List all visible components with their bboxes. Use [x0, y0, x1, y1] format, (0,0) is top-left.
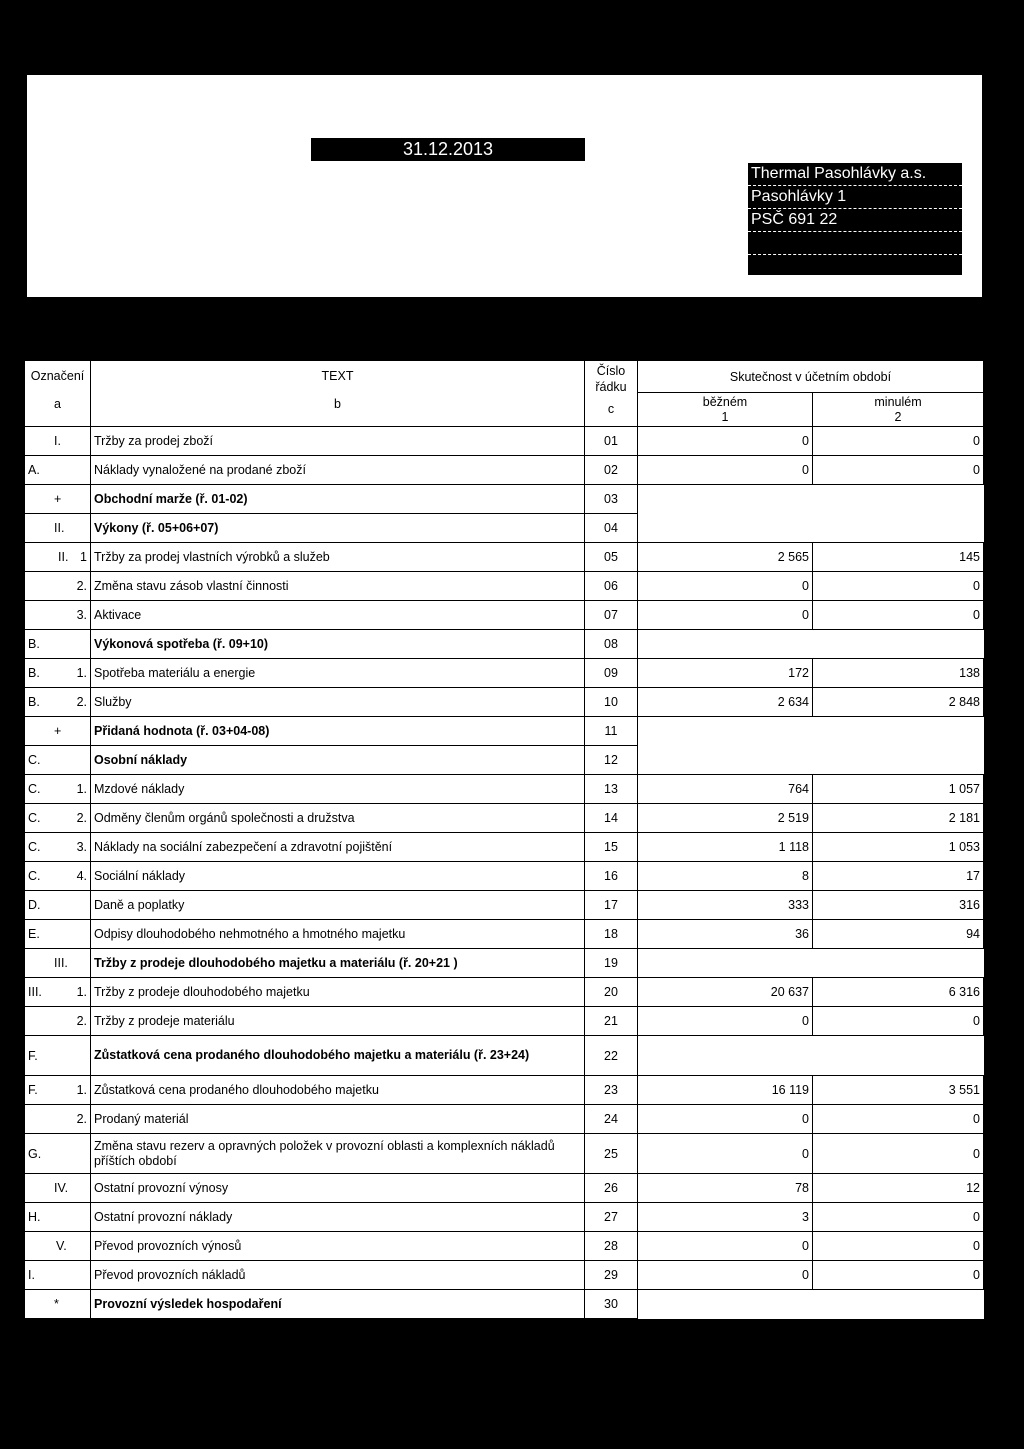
row-value-previous: 0	[813, 572, 984, 601]
row-text: Změna stavu rezerv a opravných položek v provozní oblasti a komplexních nákladů příštích období	[91, 1134, 585, 1174]
row-number: 27	[585, 1203, 638, 1232]
row-number: 03	[585, 485, 638, 514]
row-oznaceni: F. 1.	[25, 1076, 91, 1105]
table-row	[25, 862, 984, 891]
row-number: 26	[585, 1174, 638, 1203]
row-oznaceni: +	[25, 485, 91, 514]
row-oznaceni: II. 1	[25, 543, 91, 572]
table-row	[25, 804, 984, 833]
row-text: Převod provozních výnosů	[91, 1232, 585, 1261]
table-row	[25, 1007, 984, 1036]
col-header-cislo: Číslo řádku c	[585, 361, 638, 427]
row-oznaceni: C. 4.	[25, 862, 91, 891]
row-text: Výkonová spotřeba (ř. 09+10)	[91, 630, 585, 659]
row-oznaceni: +	[25, 717, 91, 746]
table-row	[25, 427, 984, 456]
company-name: Thermal Pasohlávky a.s.	[748, 163, 962, 186]
table-row	[25, 746, 984, 775]
row-text: Tržby z prodeje dlouhodobého majetku	[91, 978, 585, 1007]
row-value-previous: 0	[813, 1261, 984, 1290]
row-value-current: 2 565	[638, 543, 813, 572]
row-text: Náklady vynaložené na prodané zboží	[91, 456, 585, 485]
company-address-box	[748, 163, 962, 275]
table-row	[25, 514, 984, 543]
table-row	[25, 1203, 984, 1232]
row-value-current: 2 519	[638, 804, 813, 833]
row-number: 05	[585, 543, 638, 572]
row-oznaceni: I.	[25, 1261, 91, 1290]
row-oznaceni: C. 3.	[25, 833, 91, 862]
table-row	[25, 1076, 984, 1105]
row-text: Zůstatková cena prodaného dlouhodobého majetku a materiálu (ř. 23+24)	[91, 1036, 585, 1076]
row-number: 16	[585, 862, 638, 891]
row-text: Přidaná hodnota (ř. 03+04-08)	[91, 717, 585, 746]
row-number: 29	[585, 1261, 638, 1290]
row-number: 07	[585, 601, 638, 630]
company-postcode: PSČ 691 22	[748, 209, 962, 232]
table-row	[25, 659, 984, 688]
row-text: Zůstatková cena prodaného dlouhodobého majetku	[91, 1076, 585, 1105]
col-header-oznaceni: Označení a	[25, 361, 91, 427]
row-oznaceni: B. 1.	[25, 659, 91, 688]
row-value-current: 172	[638, 659, 813, 688]
row-value-current: 16 119	[638, 1076, 813, 1105]
report-date: 31.12.2013	[311, 138, 585, 161]
row-oznaceni: 2.	[25, 1105, 91, 1134]
row-text: Tržby z prodeje dlouhodobého majetku a materiálu (ř. 20+21 )	[91, 949, 585, 978]
table-row	[25, 978, 984, 1007]
row-text: Sociální náklady	[91, 862, 585, 891]
row-text: Náklady na sociální zabezpečení a zdravotní pojištění	[91, 833, 585, 862]
row-values-empty	[638, 485, 984, 514]
table-row	[25, 601, 984, 630]
row-value-current: 1 118	[638, 833, 813, 862]
row-value-current: 8	[638, 862, 813, 891]
col-header-bezne: běžném 1	[638, 393, 813, 427]
table-row	[25, 572, 984, 601]
row-value-current: 764	[638, 775, 813, 804]
table-row	[25, 920, 984, 949]
row-number: 08	[585, 630, 638, 659]
row-number: 23	[585, 1076, 638, 1105]
row-number: 12	[585, 746, 638, 775]
row-oznaceni: 3.	[25, 601, 91, 630]
table-row	[25, 833, 984, 862]
row-text: Tržby za prodej vlastních výrobků a služeb	[91, 543, 585, 572]
row-value-previous: 0	[813, 601, 984, 630]
row-number: 10	[585, 688, 638, 717]
row-text: Aktivace	[91, 601, 585, 630]
row-oznaceni: I.	[25, 427, 91, 456]
table-row	[25, 1290, 984, 1319]
table-row	[25, 891, 984, 920]
table-row	[25, 949, 984, 978]
row-oznaceni: C. 2.	[25, 804, 91, 833]
row-oznaceni: H.	[25, 1203, 91, 1232]
row-value-current: 0	[638, 572, 813, 601]
row-number: 02	[585, 456, 638, 485]
table-row	[25, 1105, 984, 1134]
row-value-previous: 3 551	[813, 1076, 984, 1105]
row-text: Odměny členům orgánů společnosti a družstva	[91, 804, 585, 833]
row-value-previous: 0	[813, 1007, 984, 1036]
table-row	[25, 1174, 984, 1203]
row-values-empty	[638, 746, 984, 775]
col-header-minule: minulém 2	[813, 393, 984, 427]
row-number: 20	[585, 978, 638, 1007]
row-text: Ostatní provozní náklady	[91, 1203, 585, 1232]
row-oznaceni: C. 1.	[25, 775, 91, 804]
row-number: 21	[585, 1007, 638, 1036]
row-values-empty	[638, 1290, 984, 1319]
row-number: 25	[585, 1134, 638, 1174]
table-row	[25, 543, 984, 572]
row-number: 28	[585, 1232, 638, 1261]
row-value-current: 0	[638, 1232, 813, 1261]
row-value-current: 0	[638, 456, 813, 485]
row-value-previous: 316	[813, 891, 984, 920]
row-number: 04	[585, 514, 638, 543]
col-header-text: TEXT b	[91, 361, 585, 427]
row-oznaceni: F.	[25, 1036, 91, 1076]
row-oznaceni: *	[25, 1290, 91, 1319]
income-statement-table	[24, 360, 983, 1319]
row-text: Ostatní provozní výnosy	[91, 1174, 585, 1203]
row-number: 18	[585, 920, 638, 949]
row-oznaceni: V.	[25, 1232, 91, 1261]
row-value-previous: 0	[813, 1203, 984, 1232]
row-value-previous: 0	[813, 427, 984, 456]
row-value-previous: 12	[813, 1174, 984, 1203]
row-oznaceni: III.	[25, 949, 91, 978]
row-value-previous: 2 848	[813, 688, 984, 717]
row-text: Výkony (ř. 05+06+07)	[91, 514, 585, 543]
row-number: 06	[585, 572, 638, 601]
row-oznaceni: D.	[25, 891, 91, 920]
table-row	[25, 456, 984, 485]
row-value-previous: 6 316	[813, 978, 984, 1007]
company-line-5	[748, 255, 962, 278]
row-text: Odpisy dlouhodobého nehmotného a hmotného majetku	[91, 920, 585, 949]
row-value-previous: 0	[813, 1232, 984, 1261]
row-values-empty	[638, 514, 984, 543]
row-number: 22	[585, 1036, 638, 1076]
row-oznaceni: E.	[25, 920, 91, 949]
row-value-previous: 1 053	[813, 833, 984, 862]
row-text: Obchodní marže (ř. 01-02)	[91, 485, 585, 514]
row-number: 15	[585, 833, 638, 862]
row-value-previous: 0	[813, 456, 984, 485]
row-oznaceni: 2.	[25, 572, 91, 601]
col-header-skutecnost: Skutečnost v účetním období	[638, 361, 984, 393]
row-value-current: 78	[638, 1174, 813, 1203]
row-text: Provozní výsledek hospodaření	[91, 1290, 585, 1319]
row-value-previous: 0	[813, 1105, 984, 1134]
row-value-current: 0	[638, 1105, 813, 1134]
report-header-panel	[27, 75, 982, 297]
row-number: 01	[585, 427, 638, 456]
row-value-previous: 145	[813, 543, 984, 572]
row-text: Tržby z prodeje materiálu	[91, 1007, 585, 1036]
row-number: 17	[585, 891, 638, 920]
company-street: Pasohlávky 1	[748, 186, 962, 209]
table-row	[25, 630, 984, 659]
row-oznaceni: III. 1.	[25, 978, 91, 1007]
row-number: 13	[585, 775, 638, 804]
row-number: 24	[585, 1105, 638, 1134]
row-number: 09	[585, 659, 638, 688]
table-row	[25, 1036, 984, 1076]
row-value-current: 333	[638, 891, 813, 920]
table-row	[25, 688, 984, 717]
table-row	[25, 485, 984, 514]
row-value-current: 3	[638, 1203, 813, 1232]
company-line-4	[748, 232, 962, 255]
table-row	[25, 1232, 984, 1261]
row-value-current: 0	[638, 601, 813, 630]
row-value-previous: 2 181	[813, 804, 984, 833]
row-text: Změna stavu zásob vlastní činnosti	[91, 572, 585, 601]
row-oznaceni: A.	[25, 456, 91, 485]
row-oznaceni: G.	[25, 1134, 91, 1174]
row-value-current: 2 634	[638, 688, 813, 717]
table-row	[25, 775, 984, 804]
table-row	[25, 717, 984, 746]
row-values-empty	[638, 717, 984, 746]
table-row	[25, 1261, 984, 1290]
row-number: 19	[585, 949, 638, 978]
row-oznaceni: B.	[25, 630, 91, 659]
row-text: Daně a poplatky	[91, 891, 585, 920]
row-oznaceni: IV.	[25, 1174, 91, 1203]
row-value-previous: 17	[813, 862, 984, 891]
row-text: Spotřeba materiálu a energie	[91, 659, 585, 688]
row-text: Tržby za prodej zboží	[91, 427, 585, 456]
row-text: Osobní náklady	[91, 746, 585, 775]
row-text: Převod provozních nákladů	[91, 1261, 585, 1290]
row-value-current: 0	[638, 427, 813, 456]
row-oznaceni: 2.	[25, 1007, 91, 1036]
row-values-empty	[638, 949, 984, 978]
row-oznaceni: C.	[25, 746, 91, 775]
row-value-current: 0	[638, 1261, 813, 1290]
table-row	[25, 1134, 984, 1174]
row-text: Prodaný materiál	[91, 1105, 585, 1134]
row-number: 30	[585, 1290, 638, 1319]
row-values-empty	[638, 630, 984, 659]
row-value-previous: 138	[813, 659, 984, 688]
row-value-previous: 1 057	[813, 775, 984, 804]
row-oznaceni: II.	[25, 514, 91, 543]
row-text: Služby	[91, 688, 585, 717]
row-oznaceni: B. 2.	[25, 688, 91, 717]
row-value-previous: 94	[813, 920, 984, 949]
row-value-previous: 0	[813, 1134, 984, 1174]
row-value-current: 0	[638, 1134, 813, 1174]
row-value-current: 20 637	[638, 978, 813, 1007]
row-text: Mzdové náklady	[91, 775, 585, 804]
row-value-current: 36	[638, 920, 813, 949]
row-number: 14	[585, 804, 638, 833]
row-values-empty	[638, 1036, 984, 1076]
row-number: 11	[585, 717, 638, 746]
row-value-current: 0	[638, 1007, 813, 1036]
